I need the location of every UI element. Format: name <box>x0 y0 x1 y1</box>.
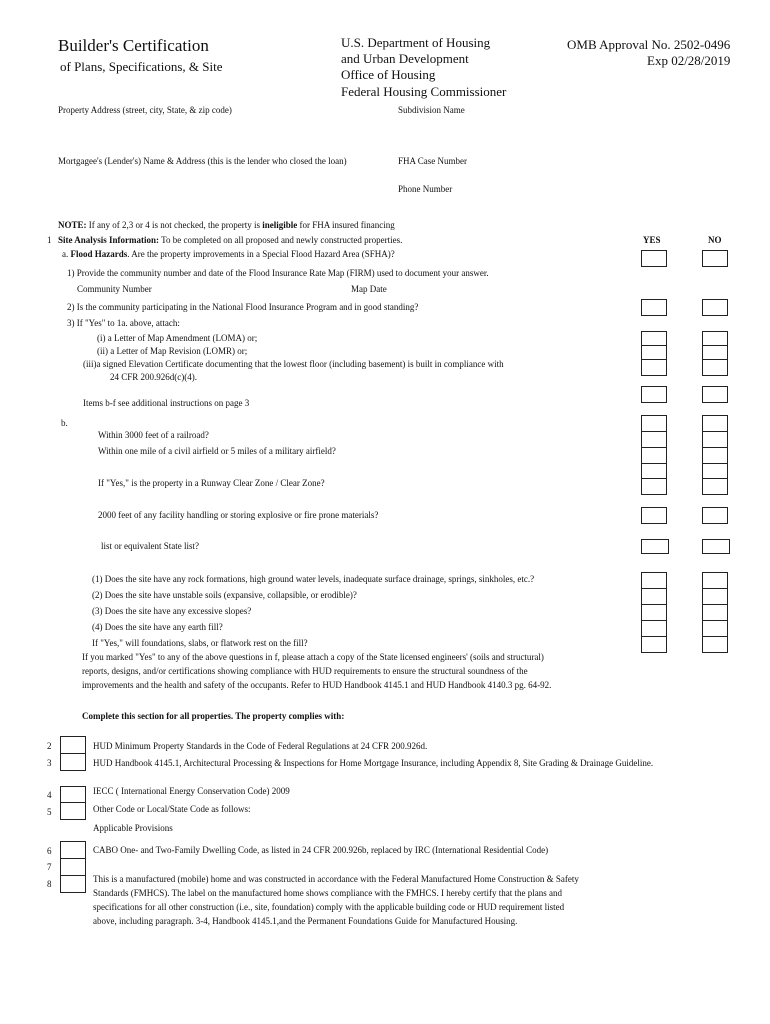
unstable-soil-yes-checkbox[interactable] <box>641 588 667 605</box>
manufactured-home-checkbox[interactable] <box>60 875 86 893</box>
b-no-checkbox[interactable] <box>702 415 728 432</box>
form-title: Builder's Certification <box>58 36 209 55</box>
earth-fill-question: (4) Does the site have any earth fill? <box>92 622 223 632</box>
phone-label: Phone Number <box>398 184 453 194</box>
state-list-yes-checkbox[interactable] <box>641 539 669 554</box>
form-subtitle: of Plans, Specifications, & Site <box>60 59 223 74</box>
iecc-text: IECC ( International Energy Conservation Code) 2009 <box>93 786 290 796</box>
elevation-option: (iii)a signed Elevation Certificate documenting that the lowest floor (including basement) is built in compliance with <box>83 359 504 369</box>
item-7-checkbox[interactable] <box>60 858 86 876</box>
item-3-number: 3 <box>47 758 52 768</box>
agency-line-3: Office of Housing <box>341 67 436 82</box>
explosive-question: 2000 feet of any facility handling or storing explosive or fire prone materials? <box>98 510 379 520</box>
cabo-text: CABO One- and Two-Family Dwelling Code, as listed in 24 CFR 200.926b, replaced by IRC (International Residential Code) <box>93 845 549 855</box>
railroad-question: Within 3000 feet of a railroad? <box>98 430 209 440</box>
loma-option: (i) a Letter of Map Amendment (LOMA) or; <box>97 333 258 343</box>
item-4-number: 4 <box>47 790 52 800</box>
items-note: Items b-f see additional instructions on page 3 <box>83 398 250 408</box>
earth-fill-yes-checkbox[interactable] <box>641 620 667 637</box>
flood-hazard-question: a. Flood Hazards. Are the property improvements in a Special Flood Hazard Area (SFHA)? <box>62 249 395 259</box>
clear-zone-no-checkbox[interactable] <box>702 478 728 495</box>
clear-zone-yes-checkbox[interactable] <box>641 478 667 495</box>
item-7-number: 7 <box>47 862 52 872</box>
nfip-question: 2) Is the community participating in the National Flood Insurance Program and in good standing? <box>67 302 419 312</box>
elevation-no-checkbox[interactable] <box>702 359 728 376</box>
airfield-yes-checkbox[interactable] <box>641 447 667 464</box>
nfip-no-checkbox[interactable] <box>702 299 728 316</box>
engineer-report-line-2: reports, designs, and/or certifications showing compliance with HUD requirements to ensure the structural soundness of the <box>82 666 528 676</box>
compliance-heading: Complete this section for all properties. The property complies with: <box>82 711 345 721</box>
railroad-no-checkbox[interactable] <box>702 431 728 448</box>
community-number-label: Community Number <box>77 284 152 294</box>
b-yes-checkbox[interactable] <box>641 415 667 432</box>
yes-column-header: YES <box>643 235 661 245</box>
railroad-yes-checkbox[interactable] <box>641 431 667 448</box>
clear-zone-question: If "Yes," is the property in a Runway Clear Zone / Clear Zone? <box>98 478 325 488</box>
item-5-number: 5 <box>47 807 52 817</box>
subdivision-label: Subdivision Name <box>398 105 465 115</box>
unstable-soil-no-checkbox[interactable] <box>702 588 728 605</box>
other-code-text: Other Code or Local/State Code as follows: <box>93 804 251 814</box>
manufactured-line-2: Standards (FMHCS). The label on the manufactured home shows compliance with the FMHCS. I hereby certify that the plans and <box>93 888 562 898</box>
manufactured-line-4: above, including paragraph. 3-4, Handbook 4145.1,and the Permanent Foundations Guide for Manufactured Housing. <box>93 916 518 926</box>
fha-case-label: FHA Case Number <box>398 156 467 166</box>
handbook-checkbox[interactable] <box>60 753 86 771</box>
agency-line-2: and Urban Development <box>341 51 469 66</box>
engineer-report-line-3: improvements and the health and safety of the occupants. Refer to HUD Handbook 4145.1 and HUD Handbook 4140.3 pg. 64-92. <box>82 680 552 690</box>
nfip-yes-checkbox[interactable] <box>641 299 667 316</box>
items-note-yes-checkbox[interactable] <box>641 386 667 403</box>
rock-formation-yes-checkbox[interactable] <box>641 572 667 589</box>
earth-fill-no-checkbox[interactable] <box>702 620 728 637</box>
attach-question: 3) If "Yes" to 1a. above, attach: <box>67 318 180 328</box>
slope-no-checkbox[interactable] <box>702 604 728 621</box>
note-line: NOTE: If any of 2,3 or 4 is not checked, the property is ineligible for FHA insured financing <box>58 220 395 230</box>
item-b-label: b. <box>61 418 68 428</box>
slope-yes-checkbox[interactable] <box>641 604 667 621</box>
applicable-provisions-label: Applicable Provisions <box>93 823 173 833</box>
no-column-header: NO <box>708 235 722 245</box>
rock-formation-question: (1) Does the site have any rock formations, high ground water levels, inadequate surface drainage, springs, sinkholes, etc.? <box>92 574 535 584</box>
slope-question: (3) Does the site have any excessive slopes? <box>92 606 252 616</box>
state-list-question: list or equivalent State list? <box>101 541 199 551</box>
fill-foundation-question: If "Yes," will foundations, slabs, or flatwork rest on the fill? <box>92 638 308 648</box>
map-date-label: Map Date <box>351 284 387 294</box>
section-1-number: 1 <box>47 235 52 245</box>
manufactured-line-1: This is a manufactured (mobile) home and was constructed in accordance with the Federal Manufactured Home Construction & Safety <box>93 874 579 884</box>
elevation-yes-checkbox[interactable] <box>641 359 667 376</box>
flood-hazard-yes-checkbox[interactable] <box>641 250 667 267</box>
unstable-soil-question: (2) Does the site have unstable soils (expansive, collapsible, or erodible)? <box>92 590 357 600</box>
item-8-number: 8 <box>47 879 52 889</box>
firm-question: 1) Provide the community number and date of the Flood Insurance Rate Map (FIRM) used to document your answer. <box>67 268 489 278</box>
agency-line-1: U.S. Department of Housing <box>341 35 491 50</box>
fill-foundation-yes-checkbox[interactable] <box>641 636 667 653</box>
property-address-label: Property Address (street, city, State, & zip code) <box>58 105 232 115</box>
mps-text: HUD Minimum Property Standards in the Code of Federal Regulations at 24 CFR 200.926d. <box>93 741 428 751</box>
omb-number: OMB Approval No. 2502-0496 <box>567 37 731 52</box>
section-1-heading: Site Analysis Information: To be completed on all proposed and newly constructed properties. <box>58 235 403 245</box>
lomr-option: (ii) a Letter of Map Revision (LOMR) or; <box>97 346 248 356</box>
airfield-question: Within one mile of a civil airfield or 5 miles of a military airfield? <box>98 446 336 456</box>
omb-expiration: Exp 02/28/2019 <box>647 53 731 68</box>
airfield-no-checkbox[interactable] <box>702 447 728 464</box>
flood-hazard-no-checkbox[interactable] <box>702 250 728 267</box>
fill-foundation-no-checkbox[interactable] <box>702 636 728 653</box>
items-note-no-checkbox[interactable] <box>702 386 728 403</box>
agency-line-4: Federal Housing Commissioner <box>341 84 507 99</box>
other-code-checkbox[interactable] <box>60 802 86 820</box>
explosive-yes-checkbox[interactable] <box>641 507 667 524</box>
mortgagee-label: Mortgagee's (Lender's) Name & Address (this is the lender who closed the loan) <box>58 156 347 166</box>
item-6-number: 6 <box>47 846 52 856</box>
manufactured-line-3: specifications for all other construction (i.e., site, foundation) comply with the applicable building code or HUD requirement listed <box>93 902 565 912</box>
state-list-no-checkbox[interactable] <box>702 539 730 554</box>
explosive-no-checkbox[interactable] <box>702 507 728 524</box>
mps-checkbox[interactable] <box>60 736 86 754</box>
rock-formation-no-checkbox[interactable] <box>702 572 728 589</box>
item-2-number: 2 <box>47 741 52 751</box>
elevation-option-cfr: 24 CFR 200.926d(c)(4). <box>110 372 197 382</box>
engineer-report-line-1: If you marked "Yes" to any of the above questions in f, please attach a copy of the State licensed engineers' (soils and structural) <box>82 652 544 662</box>
cabo-checkbox[interactable] <box>60 841 86 859</box>
handbook-text: HUD Handbook 4145.1, Architectural Processing & Inspections for Home Mortgage Insurance, including Appendix 8, Site Grading & Drainage Guideline. <box>93 758 654 768</box>
